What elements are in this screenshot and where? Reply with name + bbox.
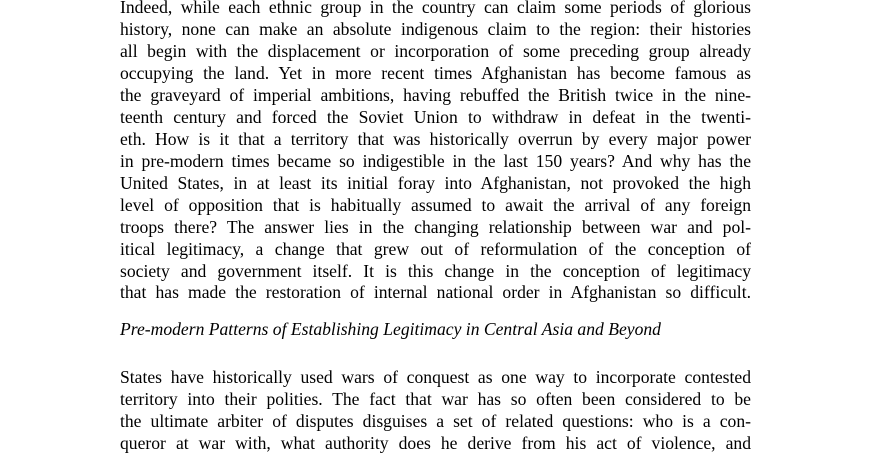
text-line: teenth century and forced the Soviet Union to withdraw in defeat in the twenti- [120,107,751,127]
text-line: level of opposition that is habitually assumed to await the arrival of any foreign [120,195,751,215]
section-heading: Pre-modern Patterns of Establishing Legitimacy in Central Asia and Beyond [120,319,661,339]
text-line: the graveyard of imperial ambitions, having rebuffed the British twice in the nine- [120,85,751,105]
text-line: occupying the land. Yet in more recent times Afghanistan has become famous as [120,63,751,83]
text-line: territory into their polities. The fact that war has so often been considered to be [120,389,751,409]
text-line: the ultimate arbiter of disputes disguises a set of related questions: who is a con- [120,411,751,431]
text-line: queror at war with, what authority does he derive from his act of violence, and [120,433,751,453]
text-line: States have historically used wars of conquest as one way to incorporate contested [120,367,751,387]
text-line: in pre-modern times became so indigestible in the last 150 years? And why has the [120,151,751,171]
text-line: all begin with the displacement or incorporation of some preceding group already [120,41,751,61]
text-line: itical legitimacy, a change that grew out of reformulation of the conception of [120,239,751,259]
text-line: Indeed, while each ethnic group in the country can claim some periods of glorious [120,0,751,17]
text-line: that has made the restoration of internal national order in Afghanistan so difficult. [120,282,751,302]
text-line: troops there? The answer lies in the changing relationship between war and pol- [120,217,751,237]
text-line: history, none can make an absolute indigenous claim to the region: their histories [120,19,751,39]
text-line: United States, in at least its initial foray into Afghanistan, not provoked the high [120,173,751,193]
text-line: society and government itself. It is this change in the conception of legitimacy [120,261,751,281]
text-line: eth. How is it that a territory that was historically overrun by every major power [120,129,751,149]
